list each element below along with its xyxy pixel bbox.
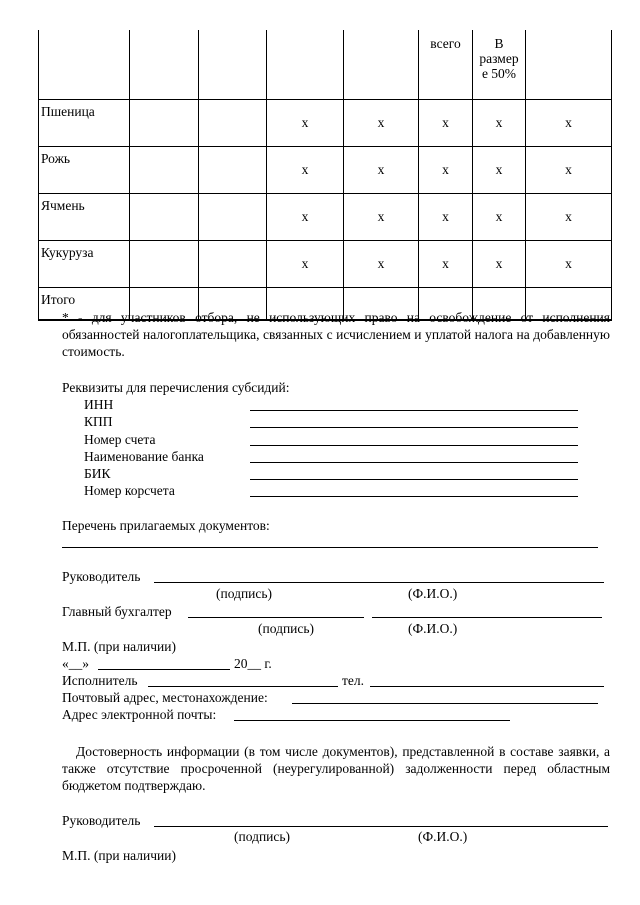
field-inn-label: ИНН [84, 397, 114, 412]
cell: x [344, 147, 419, 194]
cell: x [473, 241, 526, 288]
cell: x [473, 194, 526, 241]
date-month-line[interactable] [98, 669, 230, 670]
field-kpp-line[interactable] [250, 427, 578, 428]
table-row [39, 194, 612, 241]
stamp-label: М.П. (при наличии) [62, 639, 176, 654]
phone-line[interactable] [370, 686, 604, 687]
header-total: всего [419, 30, 473, 100]
date-year: 20__ г. [234, 656, 272, 671]
final-head-sign-line[interactable] [154, 826, 608, 827]
cell: x [526, 100, 612, 147]
cell: x [344, 100, 419, 147]
documents-title: Перечень прилагаемых документов: [62, 518, 270, 533]
cell: x [526, 241, 612, 288]
head-fio-caption: (Ф.И.О.) [408, 586, 458, 601]
cell: x [267, 241, 344, 288]
grain-table [38, 30, 612, 321]
cell: x [267, 147, 344, 194]
accountant-label: Главный бухгалтер [62, 604, 172, 619]
cell: x [419, 194, 473, 241]
accountant-sign-caption: (подпись) [258, 621, 315, 636]
cell: x [526, 147, 612, 194]
header-50-percent-text: В размер е 50% [479, 36, 519, 81]
field-kpp-label: КПП [84, 414, 113, 429]
email-line[interactable] [234, 720, 510, 721]
crop-name: Пшеница [39, 100, 130, 147]
cell: x [419, 100, 473, 147]
cell: x [473, 147, 526, 194]
field-bik-line[interactable] [250, 479, 578, 480]
date-day: «__» [62, 656, 89, 671]
final-fio-caption: (Ф.И.О.) [418, 829, 468, 844]
cell: x [267, 100, 344, 147]
table-row [39, 241, 612, 288]
field-account-label: Номер счета [84, 432, 156, 447]
final-sign-caption: (подпись) [234, 829, 291, 844]
cell: x [344, 241, 419, 288]
header-50-percent [473, 30, 526, 100]
documents-line[interactable] [62, 547, 598, 548]
cell: x [419, 147, 473, 194]
field-corr-account-label: Номер корсчета [84, 483, 175, 498]
crop-name: Рожь [39, 147, 130, 194]
accountant-sign-line[interactable] [188, 617, 364, 618]
accountant-fio-caption: (Ф.И.О.) [408, 621, 458, 636]
footnote: * - для участников отбора, не использующих право на освобождение от исполнения обязанностей налогоплательщика, связанных с исчислением и уплатой налога на добавленную стоимость. [62, 310, 610, 359]
phone-label: тел. [342, 673, 365, 688]
field-bank-line[interactable] [250, 462, 578, 463]
requisites-title: Реквизиты для перечисления субсидий: [62, 380, 290, 395]
field-inn-line[interactable] [250, 410, 578, 411]
head-sign-caption: (подпись) [216, 586, 273, 601]
email-label: Адрес электронной почты: [62, 707, 217, 722]
head-label: Руководитель [62, 569, 141, 584]
crop-name: Кукуруза [39, 241, 130, 288]
cell: x [526, 194, 612, 241]
table-row [39, 100, 612, 147]
field-corr-account-line[interactable] [250, 496, 578, 497]
postal-label: Почтовый адрес, местонахождение: [62, 690, 268, 705]
confirmation-text: Достоверность информации (в том числе документов), представленной в составе заявки, а также отсутствие просроченной (неурегулированной) задолженности перед областным бюджетом подтверждаю. [62, 744, 610, 793]
head-sign-line[interactable] [154, 582, 604, 583]
cell: x [267, 194, 344, 241]
final-head-label: Руководитель [62, 813, 141, 828]
cell: x [473, 100, 526, 147]
postal-line[interactable] [292, 703, 598, 704]
field-account-line[interactable] [250, 445, 578, 446]
final-stamp-label: М.П. (при наличии) [62, 848, 176, 863]
cell: x [344, 194, 419, 241]
cell: x [419, 241, 473, 288]
executor-label: Исполнитель [62, 673, 138, 688]
accountant-fio-line[interactable] [372, 617, 602, 618]
executor-line[interactable] [148, 686, 338, 687]
total-label: Итого [39, 288, 130, 321]
table-header-row [39, 30, 612, 100]
field-bik-label: БИК [84, 466, 111, 481]
crop-name: Ячмень [39, 194, 130, 241]
table-row [39, 147, 612, 194]
field-bank-label: Наименование банка [84, 449, 204, 464]
